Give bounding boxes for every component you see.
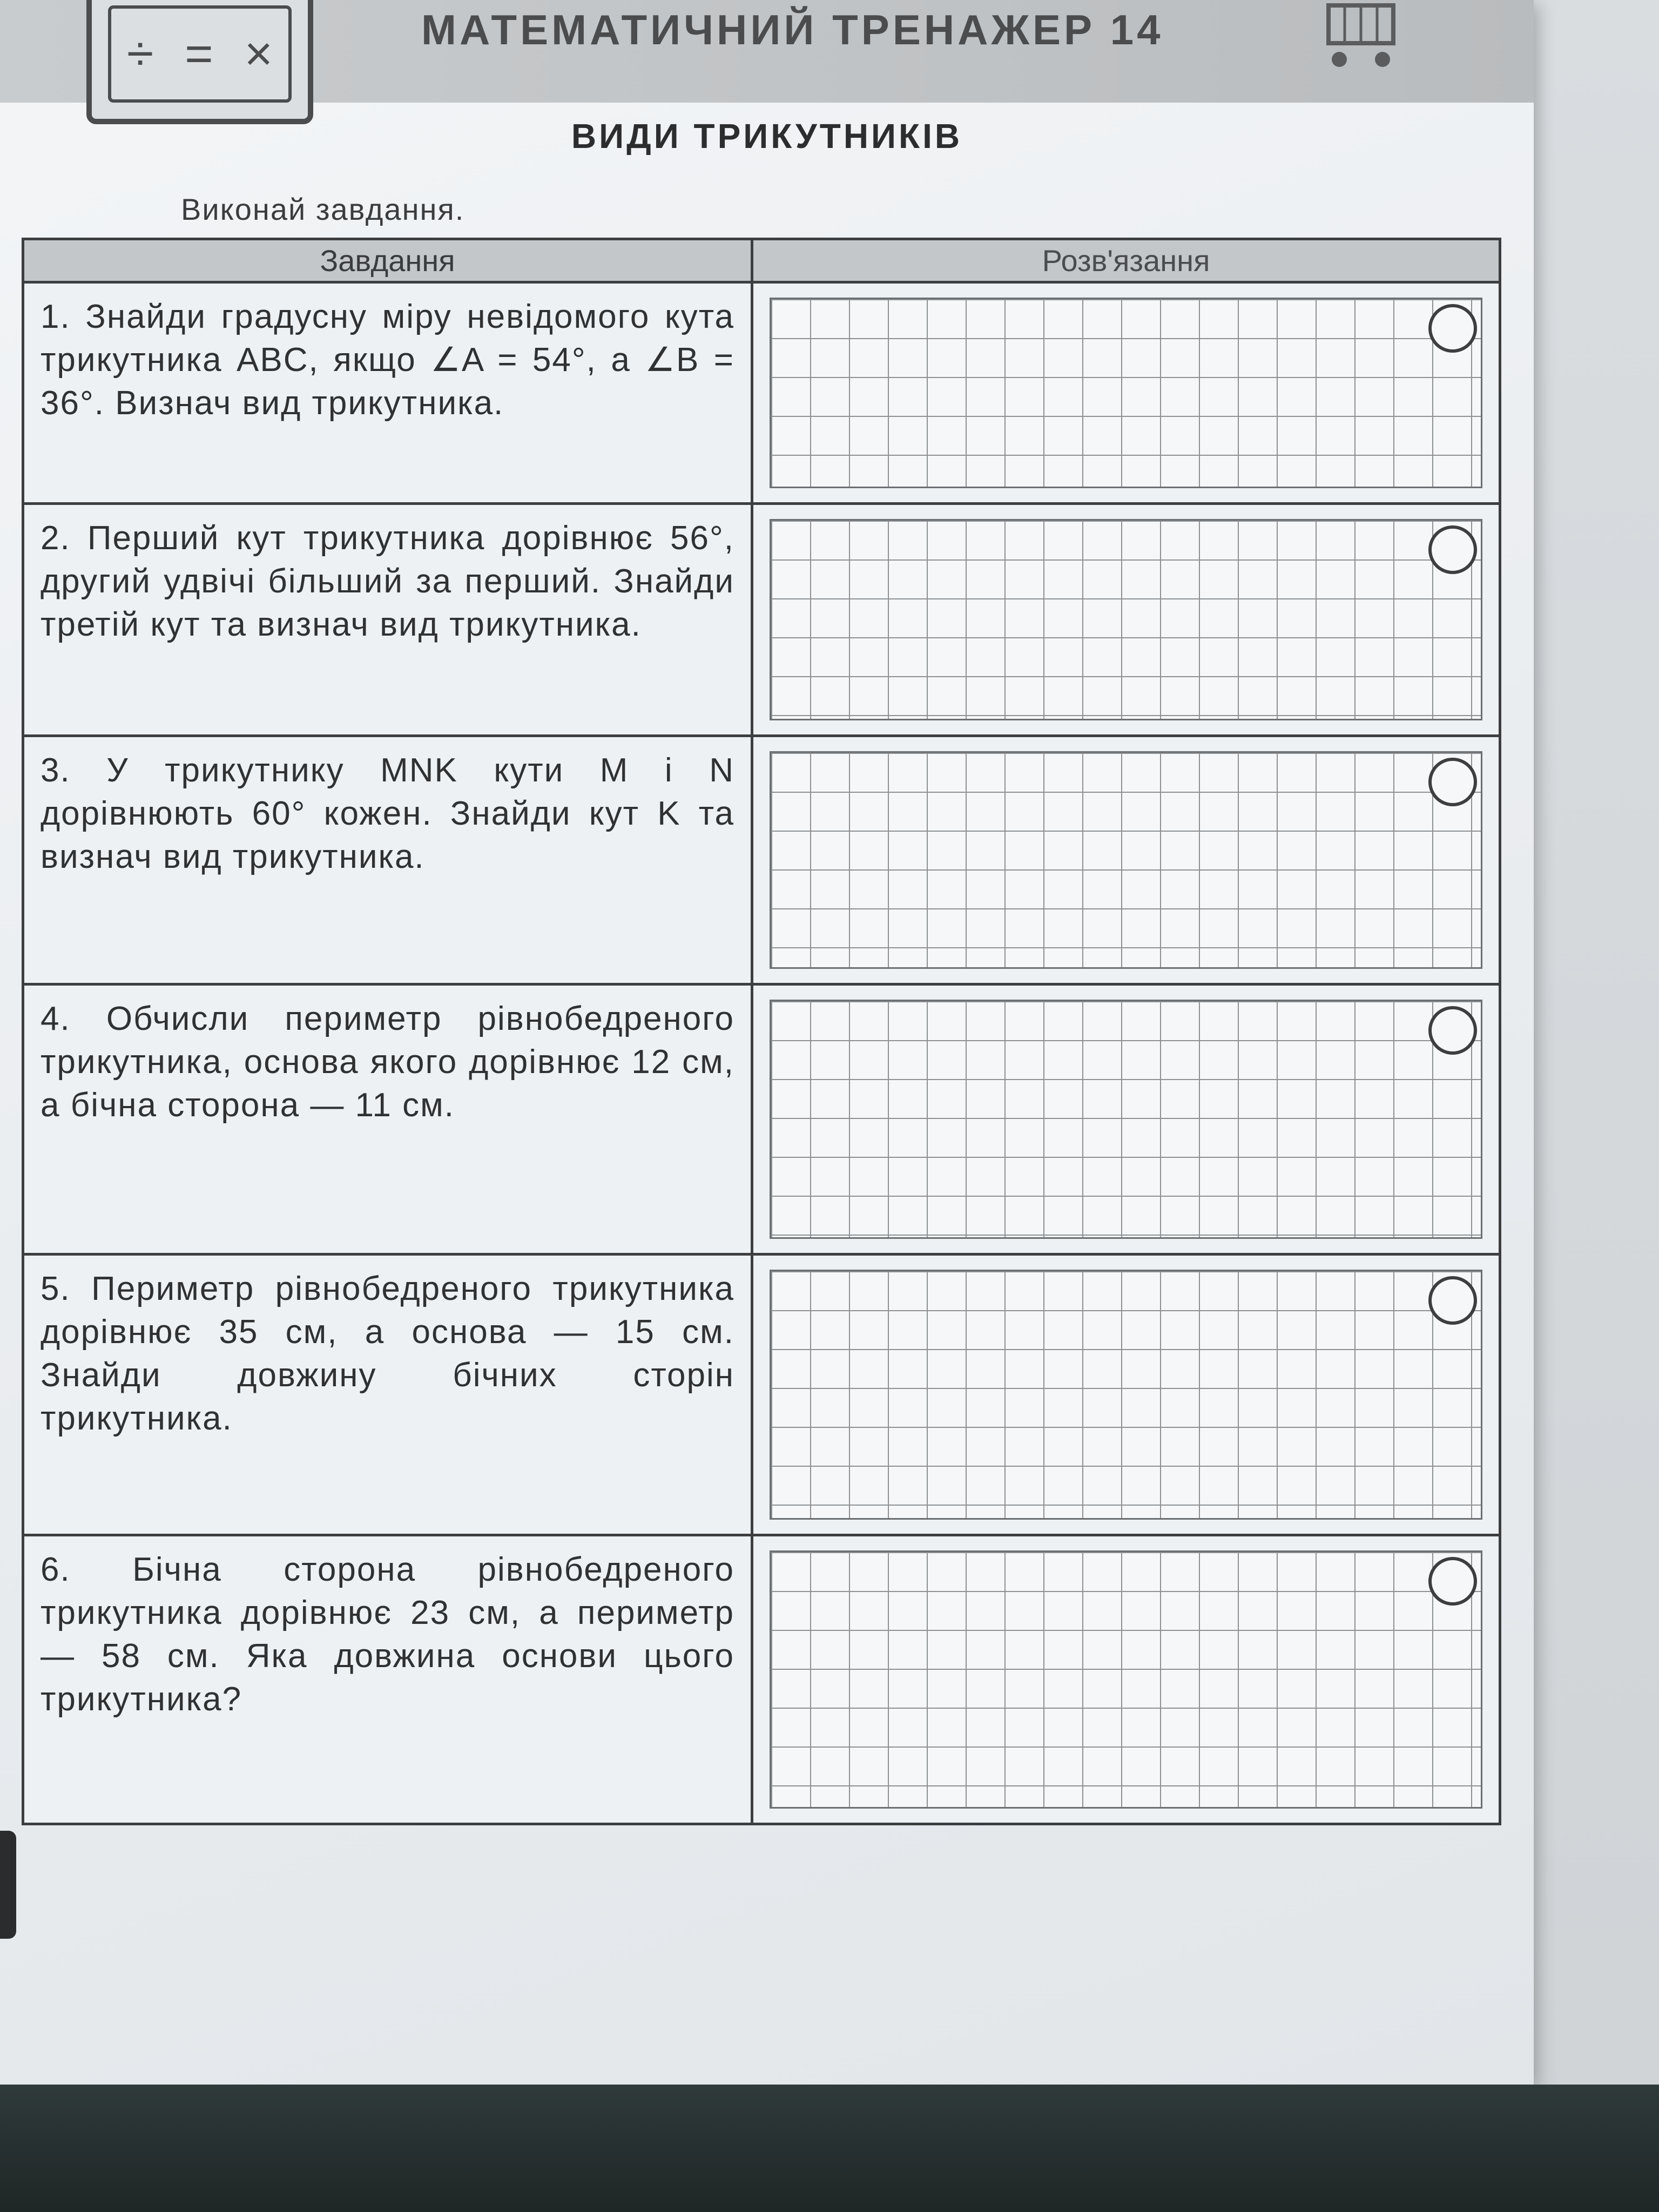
solution-grid[interactable] xyxy=(770,751,1482,969)
score-circle[interactable] xyxy=(1428,758,1477,806)
solution-grid[interactable] xyxy=(770,298,1482,488)
solution-cell[interactable] xyxy=(753,284,1499,502)
table-row xyxy=(24,737,1499,986)
task-text: Перший кут трикутника дорівнює 56°, другий удвічі більший за перший. Знайди третій кут та визнач вид трикутника. xyxy=(41,520,734,643)
task-number: 6. xyxy=(41,1551,71,1588)
cart-icon xyxy=(1318,0,1404,70)
solution-grid[interactable] xyxy=(770,1270,1482,1520)
solution-cell[interactable] xyxy=(753,1256,1499,1534)
math-logo xyxy=(86,0,313,124)
binder-tab xyxy=(0,1831,16,1939)
task-cell xyxy=(24,986,753,1253)
task-text: У трикутнику MNK кути M і N дорівнюють 60° кожен. Знайди кут K та визнач вид трикутника. xyxy=(41,752,734,875)
solution-cell[interactable] xyxy=(753,737,1499,983)
solution-grid[interactable] xyxy=(770,1000,1482,1239)
task-number: 1. xyxy=(41,298,71,335)
score-circle[interactable] xyxy=(1428,1276,1477,1325)
task-cell xyxy=(24,737,753,983)
task-text: Бічна сторона рівнобедреного трикутника дорівнює 23 см, а периметр — 58 см. Яка довжина основи цього трикутника? xyxy=(41,1551,734,1718)
table-row xyxy=(24,284,1499,505)
task-text: Знайди градусну міру невідомого кута трикутника ABC, якщо ∠A = 54°, а ∠B = 36°. Визнач вид трикутника. xyxy=(41,298,734,422)
task-text: Периметр рівнобедреного трикутника дорівнює 35 см, а основа — 15 см. Знайди довжину бічних сторін трикутника. xyxy=(41,1270,735,1437)
task-number: 5. xyxy=(41,1270,71,1307)
score-circle[interactable] xyxy=(1428,1006,1477,1055)
score-circle[interactable] xyxy=(1428,1557,1477,1606)
task-table xyxy=(22,238,1501,1825)
task-cell xyxy=(24,1256,753,1534)
task-number: 2. xyxy=(41,520,71,557)
solution-grid[interactable] xyxy=(770,1550,1482,1809)
task-text: Обчисли периметр рівнобедреного трикутника, основа якого дорівнює 12 см, а бічна сторона — 11 см. xyxy=(41,1000,734,1124)
table-row xyxy=(24,1536,1499,1823)
column-header-task: Завдання xyxy=(24,240,753,281)
divide-icon: ÷ xyxy=(126,26,154,81)
task-number: 4. xyxy=(41,1000,71,1037)
multiply-icon: × xyxy=(244,26,273,81)
task-cell xyxy=(24,284,753,502)
task-cell xyxy=(24,505,753,734)
solution-grid[interactable] xyxy=(770,519,1482,720)
column-header-solution: Розв'язання xyxy=(1042,244,1210,278)
table-header xyxy=(24,240,1499,284)
task-number: 3. xyxy=(41,752,71,789)
solution-cell[interactable] xyxy=(753,986,1499,1253)
solution-cell[interactable] xyxy=(753,505,1499,734)
instruction-text: Виконай завдання. xyxy=(181,192,465,226)
table-row xyxy=(24,505,1499,737)
equals-icon: = xyxy=(185,26,213,81)
task-cell xyxy=(24,1536,753,1823)
header-title: МАТЕМАТИЧНИЙ ТРЕНАЖЕР 14 xyxy=(421,6,1164,53)
table-row xyxy=(24,986,1499,1256)
score-circle[interactable] xyxy=(1428,304,1477,353)
section-title: ВИДИ ТРИКУТНИКІВ xyxy=(571,117,963,156)
table-surface xyxy=(0,2085,1659,2212)
table-row xyxy=(24,1256,1499,1536)
header-band xyxy=(0,0,1534,103)
score-circle[interactable] xyxy=(1428,525,1477,574)
solution-cell[interactable] xyxy=(753,1536,1499,1823)
math-logo-inner xyxy=(108,5,292,103)
